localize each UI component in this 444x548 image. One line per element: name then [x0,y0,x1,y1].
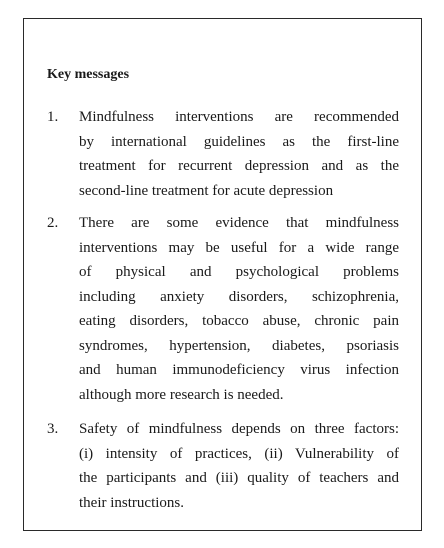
item-text-line: Safety of mindfulness depends on three factors: [79,421,399,437]
key-message-item [47,211,399,407]
item-text-line: syndromes, hypertension, diabetes, psoriasis [79,337,399,354]
item-text-line: interventions may be useful for a wide range [79,239,399,256]
item-text-line: their instructions. [79,494,184,511]
item-number: 2. [47,215,59,231]
item-text [47,105,399,203]
item-text-line: including anxiety disorders, schizophrenia, [79,288,399,305]
item-text-line: and human immunodeficiency virus infection [79,362,399,378]
item-text-line: There are some evidence that mindfulness [79,215,399,231]
item-text [47,211,399,407]
item-text-line: by international guidelines as the first-line [79,133,399,150]
item-text-line: treatment for recurrent depression and as the [79,158,399,174]
item-text [47,417,399,515]
item-text-line: of physical and psychological problems [79,264,399,280]
item-text-line: second-line treatment for acute depression [79,182,334,199]
item-text-line: Mindfulness interventions are recommended [79,109,399,125]
item-text-line: the participants and (iii) quality of teachers and [79,470,399,486]
item-text-line: eating disorders, tobacco abuse, chronic pain [79,313,399,329]
key-messages-box [23,18,422,531]
item-number: 3. [47,421,59,437]
item-text-line: (i) intensity of practices, (ii) Vulnerability of [79,445,399,462]
item-number: 1. [47,109,59,125]
key-message-item [47,105,399,203]
key-message-item [47,417,399,515]
key-messages-heading: Key messages [47,67,130,82]
item-text-line: although more research is needed. [79,386,284,403]
